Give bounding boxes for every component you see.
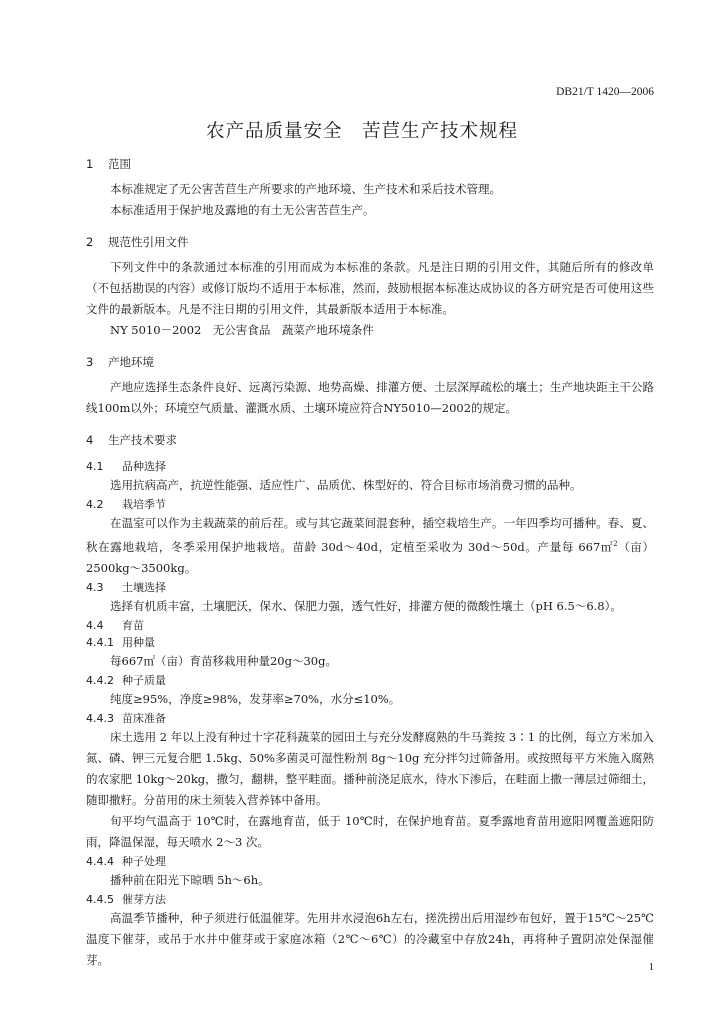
paragraph: 旬平均气温高于 10℃时，在露地育苗，低于 10℃时，在保护地育苗。夏季露地育苗用遮阳网覆盖遮阳防雨，降温保湿，每天喷水 2～3 次。 bbox=[86, 813, 654, 849]
section-heading-4: 4 生产技术要求 bbox=[86, 433, 177, 447]
subsection-heading-4-1: 4.1 品种选择 bbox=[86, 460, 166, 473]
paragraph: 高温季节播种，种子须进行低温催芽。先用井水浸泡6h左右，搓洗捞出后用湿纱布包好，置于15℃～25℃温度下催芽，或吊于水井中催芽或于家庭冰箱（2℃～6℃）的冷藏室中存放24h，再将种子置阴凉处保湿催芽。 bbox=[86, 910, 654, 967]
paragraph: 本标准适用于保护地及露地的有土无公害苦苣生产。 bbox=[110, 203, 375, 217]
subsection-heading-4-4-4: 4.4.4 种子处理 bbox=[86, 854, 166, 868]
reference-entry: NY 5010－2002 无公害食品 蔬菜产地环境条件 bbox=[110, 323, 374, 337]
document-title: 农产品质量安全 苦苣生产技术规程 bbox=[205, 121, 518, 142]
paragraph: 播种前在阳光下晾晒 5h～6h。 bbox=[110, 872, 270, 887]
paragraph: 产地应选择生态条件良好、远离污染源、地势高燥、排灌方便、土层深厚疏松的壤土；生产地块距主干公路线100m以外；环境空气质量、灌溉水质、土壤环境应符合NY5010—2002的规定。 bbox=[86, 380, 654, 415]
subsection-heading-4-4-2: 4.4.2 种子质量 bbox=[86, 673, 166, 687]
section-heading-1: 1 范围 bbox=[86, 157, 131, 171]
paragraph: 在温室可以作为主栽蔬菜的前后茬。或与其它蔬菜间混套种，插空栽培生产。一年四季均可播种。春、夏、秋在露地栽培，冬季采用保护地栽培。苗龄 30d～40d，定植至采收为 30d～50d。产量每 667㎡$^2$（亩）2500kg～3500kg。 bbox=[86, 516, 654, 575]
subsection-heading-4-4-1: 4.4.1 用种量 bbox=[86, 635, 155, 649]
page-number: 1 bbox=[648, 961, 654, 973]
paragraph: 下列文件中的条款通过本标准的引用而成为本标准的条款。凡是注日期的引用文件，其随后所有的修改单（不包括勘误的内容）或修订版均不适用于本标准，然而，鼓励根据本标准达成协议的各方研究是否可使用这些文件的最新版本。凡是不注日期的引用文件，其最新版本适用于本标准。 bbox=[86, 260, 654, 316]
document-body bbox=[86, 156, 654, 971]
paragraph: 本标准规定了无公害苦苣生产所要求的产地环境、生产技术和采后技术管理。 bbox=[110, 182, 501, 196]
subsection-heading-4-3: 4.3 土壤选择 bbox=[86, 580, 166, 594]
paragraph: 选用抗病高产，抗逆性能强、适应性广、品质优、株型好的、符合目标市场消费习惯的品种。 bbox=[110, 478, 582, 492]
standard-code: DB21/T 1420—2006 bbox=[556, 86, 654, 98]
paragraph: 每667㎡（亩）育苗移栽用种量20g～30g。 bbox=[110, 653, 337, 668]
section-heading-2: 2 规范性引用文件 bbox=[86, 235, 189, 249]
paragraph: 纯度≥95%，净度≥98%，发芽率≥70%，水分≤10%。 bbox=[110, 691, 401, 706]
paragraph: 床土选用 2 年以上没有种过十字花科蔬菜的园田土与充分发酵腐熟的牛马粪按 3∶1 的比例，每立方米加入氮、磷、钾三元复合肥 1.5kg、50%多菌灵可湿性粉剂 8g～10g 充分拌匀过筛备用。或按照每平方米施入腐熟的农家肥 10kg～20kg，撒匀，翻耕，整平畦面。播种前浇足底水，待水下渗后，在畦面上撒一薄层过筛细土，随即撒籽。分苗用的床土须装入营养钵中备用。 bbox=[86, 729, 654, 807]
subsection-heading-4-2: 4.2 栽培季节 bbox=[86, 498, 166, 511]
section-heading-3: 3 产地环境 bbox=[86, 355, 154, 369]
subsection-heading-4-4: 4.4 育苗 bbox=[86, 618, 144, 632]
subsection-heading-4-4-5: 4.4.5 催芽方法 bbox=[86, 892, 166, 906]
subsection-heading-4-4-3: 4.4.3 苗床准备 bbox=[86, 711, 166, 725]
paragraph: 选择有机质丰富，土壤肥沃，保水、保肥力强，透气性好，排灌方便的微酸性壤土（pH 6.5～6.8）。 bbox=[110, 598, 622, 613]
